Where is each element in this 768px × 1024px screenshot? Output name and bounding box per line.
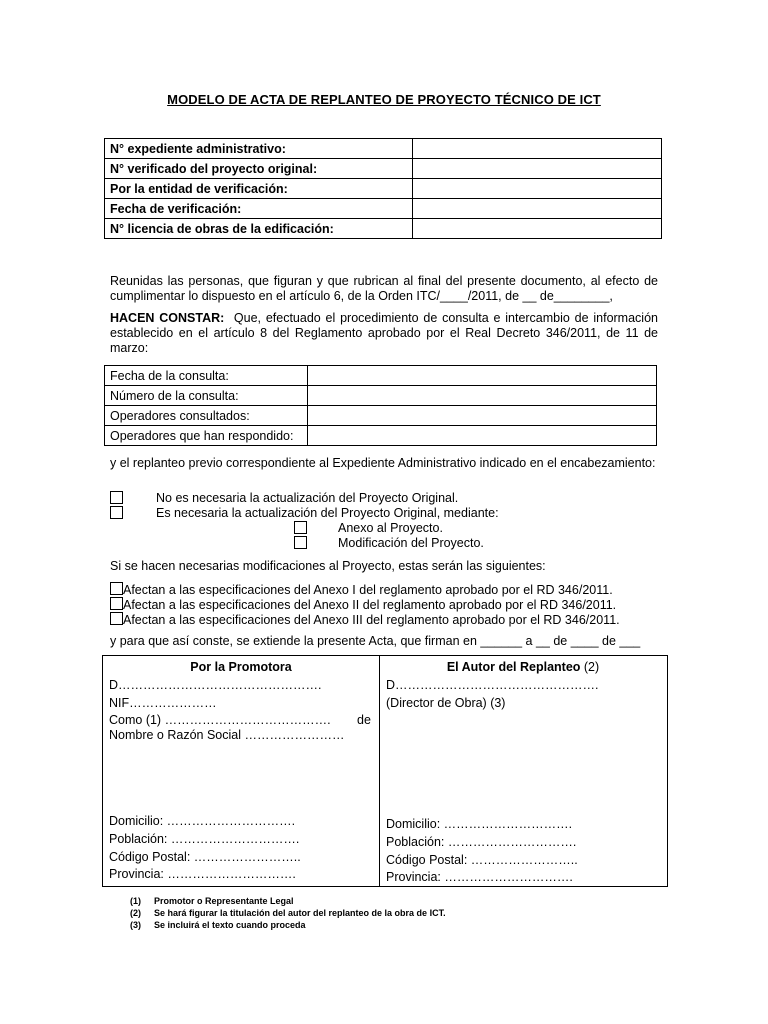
author-header-title: El Autor del Replanteo <box>446 660 581 674</box>
row-label: Número de la consulta: <box>105 386 308 406</box>
footnote-text: Se hará figurar la titulación del autor del replanteo de la obra de ICT. <box>154 908 446 918</box>
promoter-nif-line[interactable]: NIF………………… <box>109 696 217 710</box>
author-director-line: (Director de Obra) (3) <box>386 696 506 710</box>
footnote <box>130 895 294 907</box>
admin-table <box>104 138 662 239</box>
checkbox[interactable] <box>294 536 307 549</box>
modifications-intro: Si se hacen necesarias modificaciones al Proyecto, estas serán las siguientes: <box>110 559 546 573</box>
table-row <box>105 159 662 179</box>
promoter-provincia[interactable]: Provincia: …………………………. <box>109 867 296 881</box>
row-label: Operadores que han respondido: <box>105 426 308 446</box>
row-label: N° licencia de obras de la edificación: <box>105 219 413 239</box>
option-label: Es necesaria la actualización del Proyecto Original, mediante: <box>156 506 499 520</box>
promoter-column <box>103 656 380 886</box>
promoter-header: Por la Promotora <box>190 660 292 674</box>
promoter-como-de: de <box>357 713 371 727</box>
hacen-constar-label: HACEN CONSTAR: <box>110 311 225 325</box>
promoter-domicilio[interactable]: Domicilio: …………………………. <box>109 814 296 828</box>
author-poblacion[interactable]: Población: …………………………. <box>386 835 577 849</box>
row-label: N° expediente administrativo: <box>105 139 413 159</box>
promoter-codigo-postal[interactable]: Código Postal: …………………….. <box>109 850 301 864</box>
footnote-number: (3) <box>130 920 141 930</box>
annex-i-option <box>110 582 613 598</box>
author-header-note: (2) <box>583 660 600 674</box>
checkbox[interactable] <box>110 582 123 595</box>
hacen-constar-text: Que, efectuado el procedimiento de consulta e intercambio de información establecido en el artículo 8 del Reglamento aprobado por el Real Decreto 346/2011, de 11 de marzo: <box>110 311 658 355</box>
table-row <box>105 426 657 446</box>
option-modification <box>294 536 484 553</box>
promoter-como-line[interactable]: Como (1) …………………………………. <box>109 713 331 727</box>
row-label: Fecha de la consulta: <box>105 366 308 386</box>
author-column <box>380 656 666 886</box>
row-value[interactable] <box>413 179 662 199</box>
promoter-poblacion[interactable]: Población: …………………………. <box>109 832 300 846</box>
option-label: Anexo al Proyecto. <box>338 521 443 535</box>
signature-box <box>102 655 668 887</box>
footnote <box>130 919 306 931</box>
checkbox[interactable] <box>110 491 123 504</box>
footnote-text: Promotor o Representante Legal <box>154 896 294 906</box>
footnote-number: (1) <box>130 896 141 906</box>
author-provincia[interactable]: Provincia: …………………………. <box>386 870 573 884</box>
closing-line: y para que así conste, se extiende la presente Acta, que firman en ______ a __ de ____ de ___ <box>110 634 641 648</box>
intro-paragraph: Reunidas las personas, que figuran y que rubrican al final del presente documento, al efecto de cumplimentar lo dispuesto en el artículo 6, de la Orden ITC/____/2011, de __ de________, <box>110 274 658 303</box>
document-title: MODELO DE ACTA DE REPLANTEO DE PROYECTO TÉCNICO DE ICT <box>167 92 601 107</box>
row-value[interactable] <box>308 426 657 446</box>
option-label: Afectan a las especificaciones del Anexo II del reglamento aprobado por el RD 346/2011. <box>123 598 617 612</box>
row-label: Fecha de verificación: <box>105 199 413 219</box>
row-value[interactable] <box>413 199 662 219</box>
checkbox[interactable] <box>110 597 123 610</box>
option-update <box>110 506 499 523</box>
table-row <box>105 179 662 199</box>
table-row <box>105 366 657 386</box>
table-row <box>105 199 662 219</box>
table-row <box>105 406 657 426</box>
row-value[interactable] <box>308 366 657 386</box>
row-label: Operadores consultados: <box>105 406 308 426</box>
author-name-line[interactable]: D…………………………………………. <box>386 678 599 692</box>
row-value[interactable] <box>308 386 657 406</box>
checkbox[interactable] <box>294 521 307 534</box>
row-value[interactable] <box>308 406 657 426</box>
footnote <box>130 907 446 919</box>
promoter-razon-social-line[interactable]: Nombre o Razón Social …………………… <box>109 728 345 742</box>
option-label: Afectan a las especificaciones del Anexo III del reglamento aprobado por el RD 346/2011. <box>123 613 620 627</box>
checkbox[interactable] <box>110 506 123 519</box>
table-row <box>105 219 662 239</box>
row-value[interactable] <box>413 219 662 239</box>
annex-ii-option <box>110 597 616 613</box>
row-value[interactable] <box>413 159 662 179</box>
annex-iii-option <box>110 612 620 628</box>
row-value[interactable] <box>413 139 662 159</box>
footnote-text: Se incluirá el texto cuando proceda <box>154 920 306 930</box>
footnote-number: (2) <box>130 908 141 918</box>
table-row <box>105 139 662 159</box>
promoter-name-line[interactable]: D…………………………………………. <box>109 678 322 692</box>
row-label: N° verificado del proyecto original: <box>105 159 413 179</box>
author-header <box>380 660 666 674</box>
option-label: Modificación del Proyecto. <box>338 536 484 550</box>
hacen-constar-paragraph <box>110 311 658 356</box>
checkbox[interactable] <box>110 612 123 625</box>
author-codigo-postal[interactable]: Código Postal: …………………….. <box>386 853 578 867</box>
replanteo-paragraph: y el replanteo previo correspondiente al Expediente Administrativo indicado en el encabezamiento: <box>110 456 656 470</box>
table-row <box>105 386 657 406</box>
author-domicilio[interactable]: Domicilio: …………………………. <box>386 817 573 831</box>
row-label: Por la entidad de verificación: <box>105 179 413 199</box>
option-label: No es necesaria la actualización del Proyecto Original. <box>156 491 459 505</box>
option-label: Afectan a las especificaciones del Anexo I del reglamento aprobado por el RD 346/2011. <box>123 583 613 597</box>
consult-table <box>104 365 657 446</box>
